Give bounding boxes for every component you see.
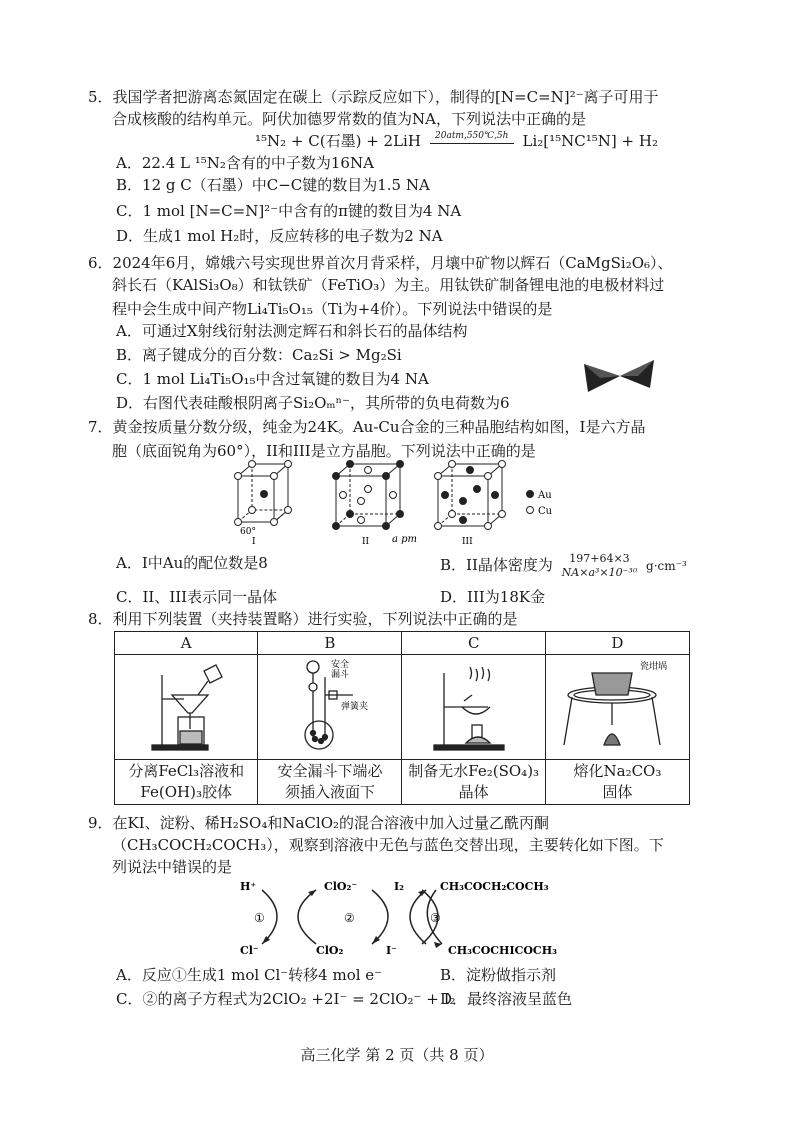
filtration-apparatus-icon [126, 655, 246, 755]
q5-stem-line2: 合成核酸的结构单元。阿伏加德罗常数的值为NA，下列说法中正确的是 [112, 110, 586, 128]
q8-header-d: D [545, 632, 689, 655]
q9-cycle-diagram [236, 876, 576, 958]
q5-equation [255, 130, 658, 152]
q5-option-a: A．22.4 L ¹⁵N₂含有的中子数为16NA [116, 154, 374, 172]
q6-option-b: B．离子键成分的百分数：Ca₂Si > Mg₂Si [116, 346, 402, 364]
crucible-label: 瓷坩埚 [640, 662, 668, 672]
cell-iii-label: III [462, 537, 473, 544]
diagram-iodine: I₂ [394, 880, 404, 893]
q7-density-fraction [562, 552, 638, 580]
legend-au: Au [538, 490, 552, 501]
q8-caption-b-line1: 安全漏斗下端必 [277, 762, 383, 780]
q5-eq-left: ¹⁵N₂ + C(石墨) + 2LiH [255, 132, 421, 150]
q5-option-b: B．12 g C（石墨）中C−C键的数目为1.5 NA [116, 176, 430, 194]
evaporation-apparatus-icon [414, 655, 534, 755]
q5-eq-right: Li₂[¹⁵NC¹⁵N] + H₂ [522, 132, 658, 150]
q8-caption-a [115, 760, 258, 805]
cell-ii-label: II [362, 537, 370, 544]
q6-stem-line1: 6．2024年6月，嫦娥六号实现世界首次月背采样，月壤中矿物以辉石（CaMgSi₂O₆）、 [88, 254, 673, 272]
q6-option-d: D．右图代表硅酸根阴离子Si₂Oₘⁿ⁻，其所带的负电荷数为6 [116, 394, 510, 412]
q6-stem-line2: 斜长石（KAlSi₃O₈）和钛铁矿（FeTiO₃）为主。用钛铁矿制备锂电池的电极材料过 [112, 276, 665, 294]
q7-option-a: A．I中Au的配位数是8 [116, 554, 268, 572]
q8-caption-c-line1: 制备无水Fe₂(SO₄)₃ [408, 762, 540, 780]
q9-option-a: A．反应①生成1 mol Cl⁻转移4 mol e⁻ [116, 966, 383, 984]
q6-stem-line3: 程中会生成中间产物Li₄Ti₅O₁₅（Ti为+4价）。下列说法中错误的是 [112, 300, 553, 318]
diagram-h-plus: H⁺ [240, 880, 257, 893]
legend-cu: Cu [538, 506, 553, 517]
q5-eq-arrow [430, 130, 514, 144]
q8-stem: 8．利用下列装置（夹持装置略）进行实验，下列说法中正确的是 [88, 610, 518, 628]
q8-header-c: C [402, 632, 545, 655]
diagram-step-2: ② [344, 911, 355, 925]
q6-option-c: C．1 mol Li₄Ti₅O₁₅中含过氧键的数目为4 NA [116, 370, 429, 388]
cell-i-angle-label: 60° [240, 527, 256, 537]
q5-stem-line1: 5．我国学者把游离态氮固定在碳上（示踪反应如下），制得的[N=C=N]²⁻离子可用于 [88, 88, 659, 106]
cell-i-label: I [252, 537, 256, 544]
q8-figure-d [545, 655, 689, 760]
diagram-chloride: Cl⁻ [240, 944, 259, 957]
q7-stem-line2: 胞（底面锐角为60°），II和III是立方晶胞。下列说法中正确的是 [112, 442, 536, 460]
q8-apparatus-table [114, 631, 690, 805]
q7-stem-line1: 7．黄金按质量分数分级，纯金为24K。Au-Cu合金的三种晶胞结构如图，I是六方晶 [88, 418, 646, 436]
q9-stem-line2: （CH₃COCH₂COCH₃），观察到溶液中无色与蓝色交替出现，主要转化如下图。下 [112, 836, 664, 854]
q9-stem-line3: 列说法中错误的是 [112, 858, 233, 876]
q9-option-c: C．②的离子方程式为2ClO₂ +2I⁻ = 2ClO₂⁻ + I₂ [116, 990, 456, 1008]
q6-option-a: A．可通过X射线衍射法测定辉石和斜长石的晶体结构 [116, 322, 468, 340]
q8-caption-d [545, 760, 689, 805]
q5-option-c: C．1 mol [N=C=N]²⁻中含有的π键的数目为4 NA [116, 202, 462, 220]
q8-caption-c [402, 760, 545, 805]
diagram-acac: CH₃COCH₂COCH₃ [440, 880, 549, 893]
crystal-cells-figure [228, 460, 568, 544]
q8-caption-c-line2: 晶体 [458, 783, 489, 801]
q9-option-d: D．最终溶液呈蓝色 [440, 990, 573, 1008]
diagram-step-3: ③ [430, 911, 441, 925]
q7-option-c: C．II、III表示同一晶体 [116, 588, 278, 606]
diagram-step-1: ① [254, 911, 265, 925]
diagram-product: CH₃COCHICOCH₃ [448, 944, 557, 957]
q8-caption-b-line2: 须插入液面下 [284, 783, 375, 801]
diagram-chlorite: ClO₂⁻ [324, 880, 358, 893]
q8-caption-a-line1: 分离FeCl₃溶液和 [128, 762, 245, 780]
q7-option-b-prefix: B．II晶体密度为 [440, 556, 553, 574]
q7-option-b [440, 552, 687, 580]
silicate-tetrahedra-figure [580, 356, 660, 394]
cell-ii-edge-label: a pm [392, 534, 418, 544]
q8-caption-a-line2: Fe(OH)₃胶体 [140, 783, 232, 801]
q9-option-b: B．淀粉做指示剂 [440, 966, 557, 984]
q5-option-d: D．生成1 mol H₂时，反应转移的电子数为2 NA [116, 227, 443, 245]
safety-funnel-apparatus-icon [265, 655, 395, 755]
q7-density-numerator: 197+64×3 [569, 552, 630, 565]
q8-caption-b [258, 760, 402, 805]
q8-header-b: B [258, 632, 402, 655]
safety-funnel-label-2: 漏斗 [330, 670, 349, 680]
q5-eq-condition: 20atm,550℃,5h [435, 130, 509, 141]
q8-figure-c [402, 655, 545, 760]
q8-header-a: A [115, 632, 258, 655]
spring-clip-label: 弹簧夹 [340, 702, 368, 712]
page-footer: 高三化学 第 2 页（共 8 页） [300, 1046, 494, 1064]
q7-density-denominator: NA×a³×10⁻³⁰ [561, 566, 638, 579]
q8-caption-d-line2: 固体 [602, 783, 633, 801]
safety-funnel-label-1: 安全 [330, 660, 349, 670]
diagram-iodide: I⁻ [386, 944, 397, 957]
crucible-heating-apparatus-icon [552, 655, 682, 755]
q8-caption-d-line1: 熔化Na₂CO₃ [573, 762, 662, 780]
q7-option-d: D．III为18K金 [440, 588, 546, 606]
q9-stem-line1: 9．在KI、淀粉、稀H₂SO₄和NaClO₂的混合溶液中加入过量乙酰丙酮 [88, 814, 550, 832]
q8-figure-a [115, 655, 258, 760]
diagram-clo2: ClO₂ [316, 944, 344, 957]
q8-figure-b [258, 655, 402, 760]
q7-density-unit: g·cm⁻³ [646, 559, 687, 573]
